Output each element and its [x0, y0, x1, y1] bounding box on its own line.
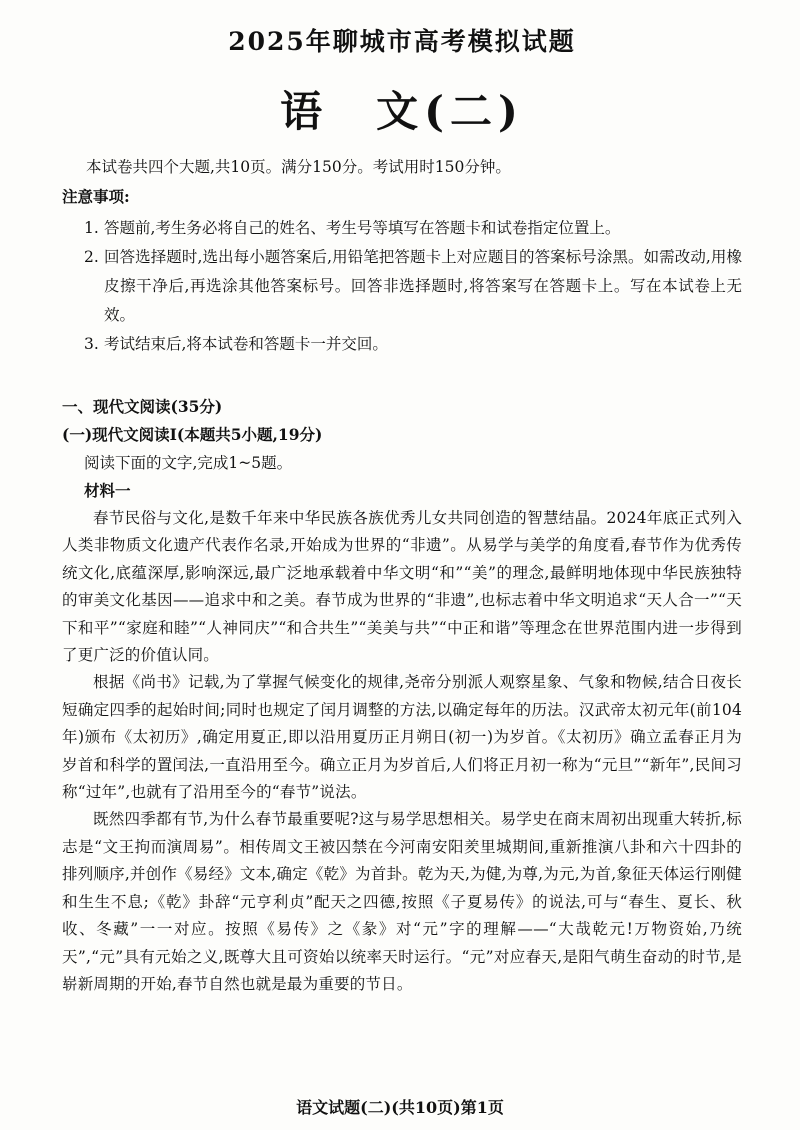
material-paragraph: 既然四季都有节,为什么春节最重要呢?这与易学思想相关。易学史在商末周初出现重大转折,标志是“文王拘而演周易”。相传周文王被囚禁在今河南安阳羑里城期间,重新推演八卦和六十四卦的排列顺序,并创作《易经》文本,确定《乾》为首卦。乾为天,为健,为尊,为元,为首,象征天体运行刚健和生生不息;《乾》卦辞“元亨利贞”配天之四德,按照《子夏易传》的说法,可与“春生、夏长、秋收、冬藏”一一对应。按照《易传》之《彖》对“元”字的理解——“大哉乾元!万物资始,乃统天”,“元”具有元始之义,既尊大且可资始以统率天时运行。“元”对应春天,是阳气萌生奋动的时节,是崭新周期的开始,春节自然也就是最为重要的节日。 [62, 810, 742, 993]
note-item [84, 214, 742, 243]
material-paragraph: 根据《尚书》记载,为了掌握气候变化的规律,尧帝分别派人观察星象、气象和物候,结合日夜长短确定四季的起始时间;同时也规定了闰月调整的方法,以确定每年的历法。汉武帝太初元年(前104年)颁布《太初历》,确定用夏正,即以沿用夏历正月朔日(初一)为岁首。《太初历》确立孟春正月为岁首和科学的置闰法,一直沿用至今。确立正月为岁首后,人们将正月初一称为“元旦”“新年”,民间习称“过年”,也就有了沿用至今的“春节”说法。 [62, 673, 742, 802]
section-title: 一、现代文阅读(35分) [62, 397, 223, 416]
note-number: 2. [84, 248, 99, 266]
note-number: 3. [84, 335, 99, 353]
notes-title: 注意事项: [62, 187, 130, 206]
notes-list [62, 214, 742, 359]
note-text: 考试结束后,将本试卷和答题卡一并交回。 [104, 335, 388, 353]
subject-title: 语 文(二) [280, 87, 524, 136]
note-item [84, 330, 742, 359]
material-label: 材料一 [84, 481, 131, 500]
material-paragraph: 春节民俗与文化,是数千年来中华民族各族优秀儿女共同创造的智慧结晶。2024年底正式列入人类非物质文化遗产代表作名录,开始成为世界的“非遗”。从易学与美学的角度看,春节作为优秀传统文化,底蕴深厚,影响深远,最广泛地承载着中华文明“和”“美”的理念,最鲜明地体现中华民族独特的审美文化基因——追求中和之美。春节成为世界的“非遗”,也标志着中华文明追求“天人合一”“天下和平”“家庭和睦”“人神同庆”“和合共生”“美美与共”“中正和谐”等理念在世界范围内进一步得到了更广泛的价值认同。 [62, 509, 742, 665]
note-item [84, 243, 742, 330]
page-footer: 语文试题(二)(共10页)第1页 [296, 1098, 504, 1117]
exam-meta: 本试卷共四个大题,共10页。满分150分。考试用时150分钟。 [86, 158, 511, 176]
subsection-title: (一)现代文阅读Ⅰ(本题共5小题,19分) [62, 425, 323, 444]
exam-title: 2025年聊城市高考模拟试题 [228, 27, 576, 56]
note-text: 回答选择题时,选出每小题答案后,用铅笔把答题卡上对应题目的答案标号涂黑。如需改动,用橡皮擦干净后,再选涂其他答案标号。回答非选择题时,将答案写在答题卡上。写在本试卷上无效。 [104, 248, 742, 324]
reading-instruction: 阅读下面的文字,完成1~5题。 [84, 454, 293, 472]
note-number: 1. [84, 219, 99, 237]
note-text: 答题前,考生务必将自己的姓名、考生号等填写在答题卡和试卷指定位置上。 [104, 219, 621, 237]
